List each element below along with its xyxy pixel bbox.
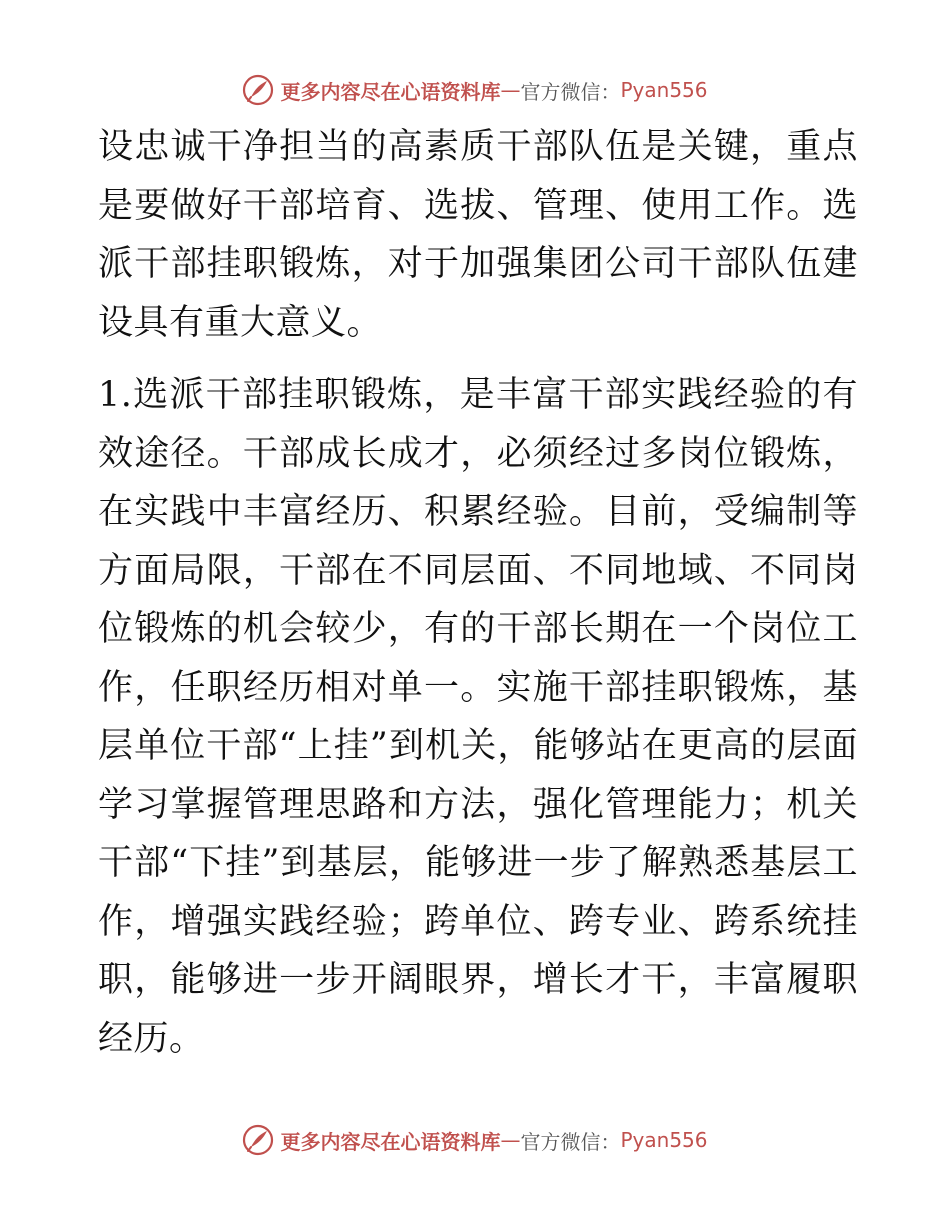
header-dash: — bbox=[500, 78, 521, 102]
footer-wechat-account: Pyan556 bbox=[620, 1128, 708, 1152]
paragraph-1: 设忠诚干净担当的高素质干部队伍是关键，重点是要做好干部培育、选拔、管理、使用工作。选派干部挂职锻炼，对于加强集团公司干部队伍建设具有重大意义。 bbox=[98, 127, 858, 343]
header-wechat-account: Pyan556 bbox=[620, 78, 708, 102]
paragraph-2: 1.选派干部挂职锻炼，是丰富干部实践经验的有效途径。干部成长成才，必须经过多岗位锻炼，在实践中丰富经历、积累经验。目前，受编制等方面局限，干部在不同层面、不同地域、不同岗位锻炼的机会较少，有的干部长期在一个岗位工作，任职经历相对单一。实施干部挂职锻炼，基层单位干部“上挂”到机关，能够站在更高的层面学习掌握管理思路和方法，强化管理能力；机关干部“下挂”到基层，能够进一步了解熟悉基层工作，增强实践经验；跨单位、跨专业、跨系统挂职，能够进一步开阔眼界，增长才干，丰富履职经历。 bbox=[98, 375, 858, 1059]
footer-brand-text: 更多内容尽在心语资料库 bbox=[280, 1129, 501, 1154]
header-watermark bbox=[0, 70, 950, 110]
quill-pen-logo-icon bbox=[242, 74, 274, 106]
quill-pen-logo-icon bbox=[242, 1124, 274, 1156]
header-wechat-label: 官方微信： bbox=[520, 79, 621, 104]
document-body bbox=[98, 118, 858, 1068]
footer-wechat-label: 官方微信： bbox=[520, 1129, 621, 1154]
header-brand-text: 更多内容尽在心语资料库 bbox=[280, 79, 501, 104]
footer-watermark bbox=[0, 1120, 950, 1160]
footer-dash: — bbox=[500, 1128, 521, 1152]
